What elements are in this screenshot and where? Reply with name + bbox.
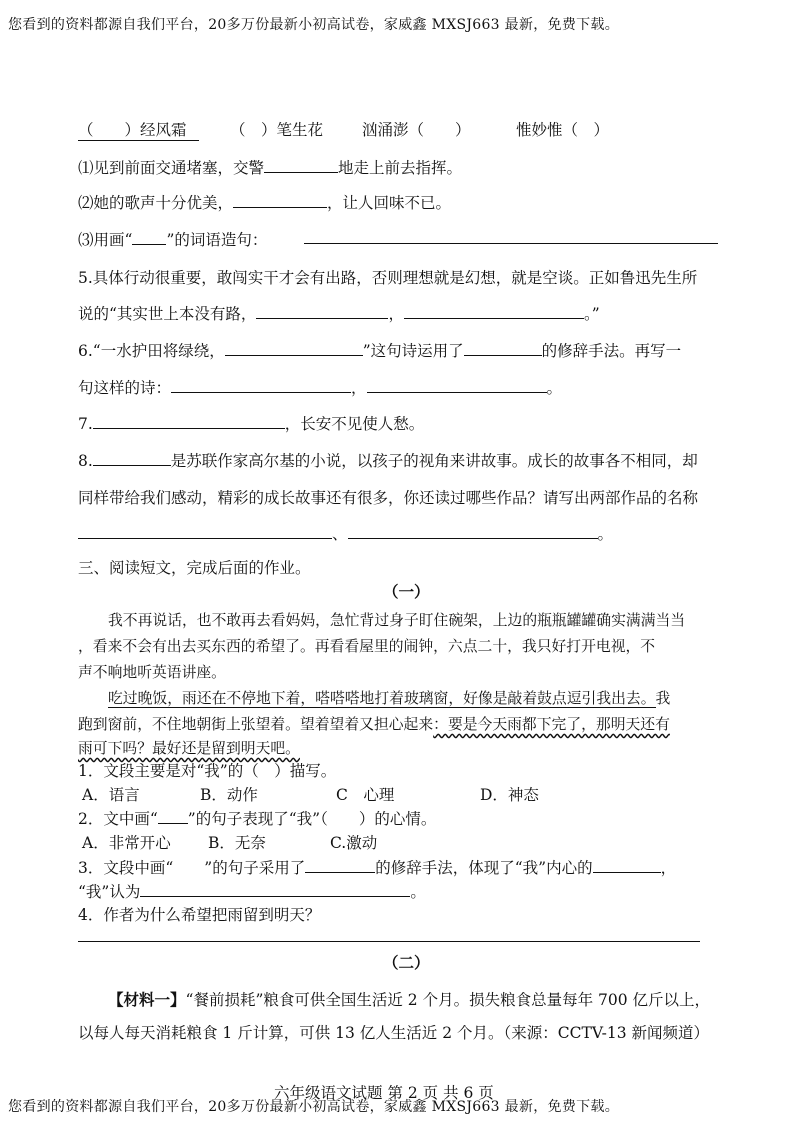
answer-blank[interactable] [404, 304, 584, 319]
reading-question-1: 1．文段主要是对“我”的（ ）描写。 [78, 762, 337, 780]
answer-blank[interactable] [348, 524, 598, 539]
question-5-line-2: 说的“其实世上本没有路， ， 。” [78, 305, 600, 323]
passage-para-2-line-2: 跑到窗前，不住地朝街上张望着。望着望着又担心起来：要是今天雨都下完了，那明天还有 [78, 716, 670, 733]
passage-para-1-line-2: ，看来不会有出去买东西的希望了。再看看屋里的闹钟，六点二十，我只好打开电视，不 [78, 638, 656, 655]
option-a[interactable]: A．语言 [82, 786, 140, 804]
answer-line[interactable] [78, 941, 700, 942]
material-1-line-1: 【材料一】“餐前损耗”粮食可供全国生活近 2 个月。损失粮食总量每年 700 亿斤以上， [108, 990, 711, 1009]
answer-blank[interactable] [593, 858, 661, 873]
idiom-item-4: 惟妙惟（ ） [516, 121, 610, 139]
answer-blank[interactable] [233, 193, 327, 208]
answer-blank[interactable] [367, 378, 547, 393]
passage-para-2-line-3 [78, 737, 300, 758]
underline-sample [158, 809, 188, 824]
question-5-line-1: 5.具体行动很重要，敢闯实干才会有出路，否则理想就是幻想，就是空谈。正如鲁迅先生所 [78, 269, 698, 287]
passage-para-1-line-1: 我不再说话，也不敢再去看妈妈，急忙背过身子盯住碗架，上边的瓶瓶罐罐确实满满当当 [108, 612, 686, 629]
option-c[interactable]: C.激动 [330, 834, 378, 852]
option-b[interactable]: B．无奈 [208, 834, 266, 852]
material-1-line-2: 以每人每天消耗粮食 1 斤计算，可供 13 亿人生活近 2 个月。（来源：CCTV-13 新闻频道） [78, 1024, 709, 1042]
underline-sample [132, 230, 166, 245]
answer-line[interactable] [304, 243, 718, 244]
option-a[interactable]: A．非常开心 [82, 834, 171, 852]
answer-blank[interactable] [256, 304, 388, 319]
straight-underlined-sentence: 吃过晚饭，雨还在不停地下着，嗒嗒嗒地打着玻璃窗，好像是敲着鼓点逗引我出去。 [108, 690, 656, 707]
option-c[interactable]: C 心理 [336, 786, 395, 804]
question-6-line-1: 6.“一水护田将绿绕， ”这句诗运用了 的修辞手法。再写一 [78, 342, 682, 360]
question-8-line-1: 8. 是苏联作家高尔基的小说，以孩子的视角来讲故事。成长的故事各不相同，却 [78, 452, 698, 470]
passage-para-2-line-1: 吃过晚饭，雨还在不停地下着，嗒嗒嗒地打着玻璃窗，好像是敲着鼓点逗引我出去。我 [108, 690, 671, 707]
answer-blank[interactable] [264, 158, 338, 173]
page-footer: 六年级语文试题 第 2 页 共 6 页 [274, 1084, 494, 1102]
answer-blank[interactable] [305, 858, 375, 873]
question-8-line-3: 、 。 [78, 522, 613, 544]
answer-blank[interactable] [225, 341, 363, 356]
idiom-item-3: 汹涌澎（ ） [362, 121, 471, 139]
idiom-item-2: （ ）笔生花 [230, 121, 324, 139]
sentence-fill-2: ⑵她的歌声十分优美， ，让人回味不已。 [78, 194, 452, 212]
answer-blank[interactable] [78, 524, 332, 539]
part-title-1: （一） [383, 582, 430, 601]
question-6-line-2: 句这样的诗： ， 。 [78, 379, 563, 397]
question-8-line-2: 同样带给我们感动，精彩的成长故事还有很多，你还读过哪些作品？请写出两部作品的名称 [78, 489, 699, 507]
answer-blank[interactable] [464, 341, 542, 356]
reading-question-4: 4．作者为什么希望把雨留到明天？ [78, 906, 321, 924]
question-7: 7. ，长安不见使人愁。 [78, 415, 425, 433]
answer-blank[interactable] [93, 451, 171, 466]
answer-blank[interactable] [140, 882, 410, 897]
reading-question-3-line-2: “我”认为 。 [78, 883, 426, 901]
answer-blank[interactable] [93, 414, 285, 429]
watermark-banner-top: 您看到的资料都源自我们平台，20多万份最新小初高试卷，家威鑫 MXSJ663 最新，免费下载。 [8, 17, 620, 33]
sentence-fill-3: ⑶用画“ ”的词语造句： [78, 231, 268, 249]
passage-para-1-line-3: 声不响地听英语讲座。 [78, 664, 226, 681]
wavy-underlined-sentence: 雨可下吗？最好还是留到明天吧。 [78, 740, 300, 757]
part-title-2: （二） [383, 953, 430, 972]
idiom-item-1: （ ）经风霜 [78, 118, 199, 141]
sentence-fill-1: ⑴见到前面交通堵塞，交警 地走上前去指挥。 [78, 159, 463, 177]
wavy-underlined-sentence: ：要是今天雨都下完了，那明天还有 [433, 716, 670, 733]
answer-blank[interactable] [171, 378, 351, 393]
watermark-banner-bottom: 您看到的资料都源自我们平台，20多万份最新小初高试卷，家威鑫 MXSJ663 最新，免费下载。 [8, 1099, 620, 1115]
option-b[interactable]: B．动作 [200, 786, 258, 804]
option-d[interactable]: D．神态 [480, 786, 539, 804]
reading-question-3: 3．文段中画“ ”的句子采用了 的修辞手法，体现了“我”内心的 ， [78, 859, 677, 877]
reading-question-2: 2．文中画“ ”的句子表现了“我”（ ）的心情。 [78, 810, 437, 828]
section-heading: 三、阅读短文，完成后面的作业。 [78, 559, 311, 577]
